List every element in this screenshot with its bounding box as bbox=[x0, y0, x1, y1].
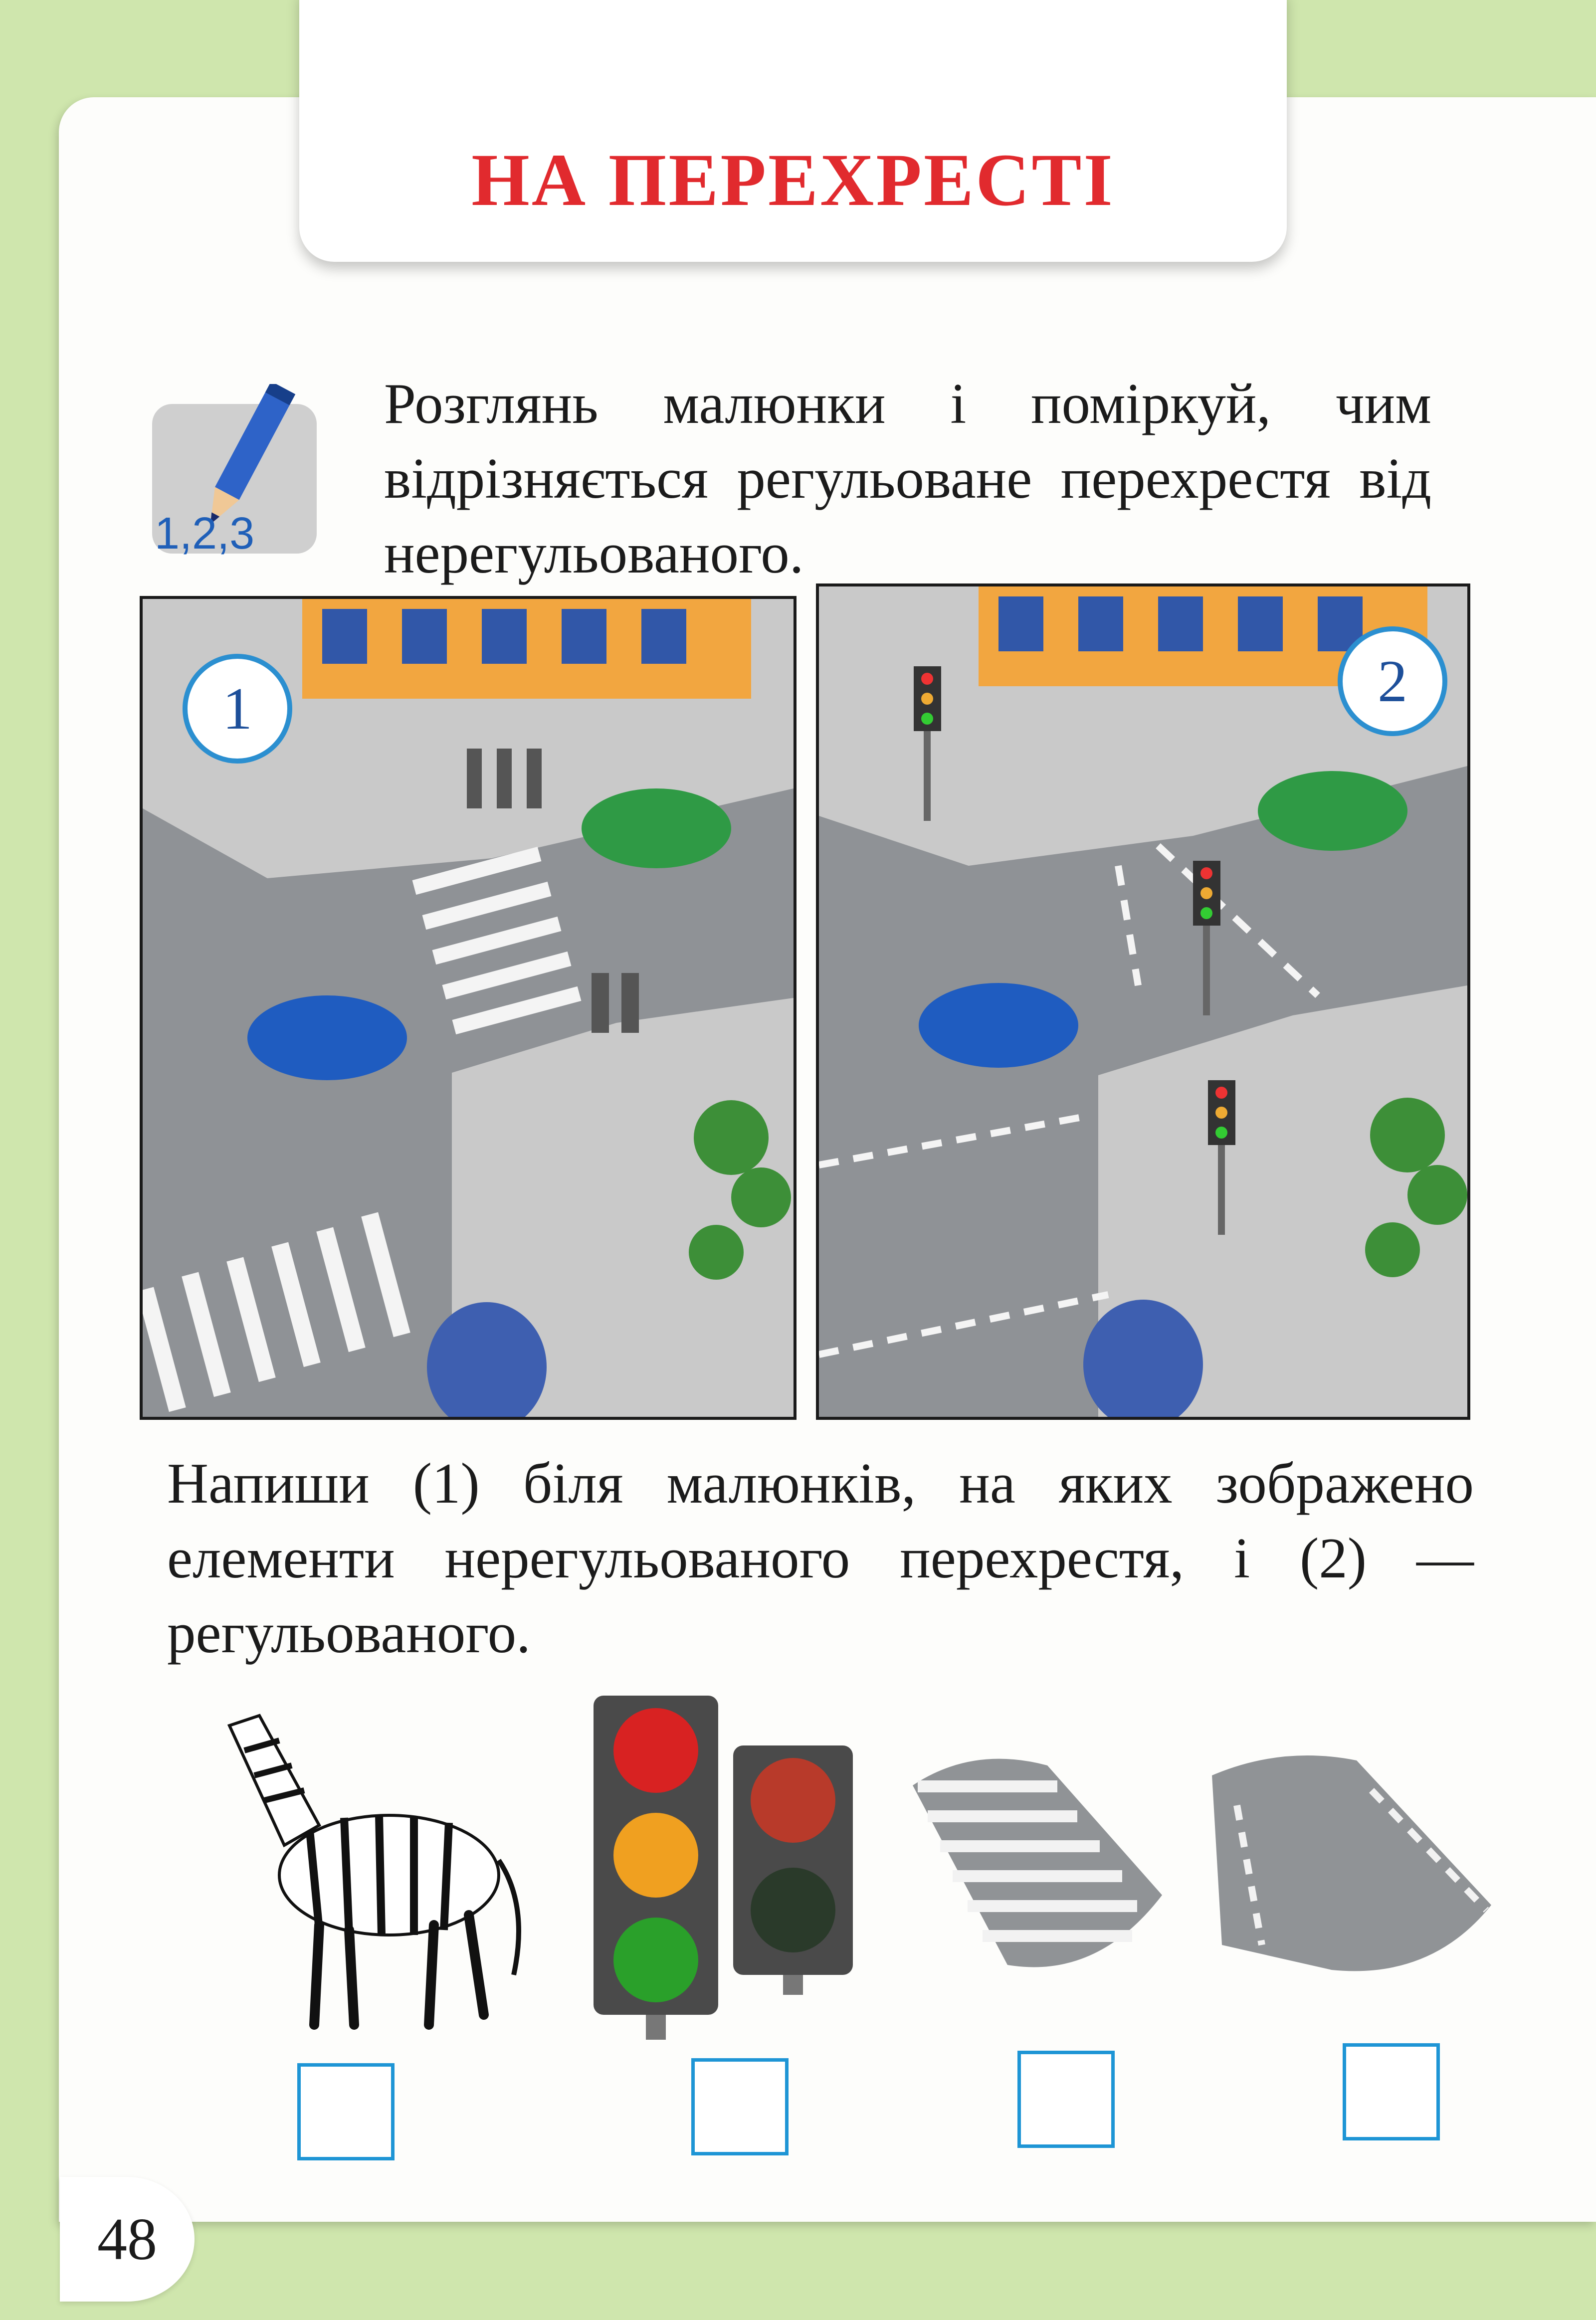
pedestrian-crossing-icon bbox=[898, 1745, 1177, 1980]
answer-box-traffic-lights[interactable] bbox=[691, 2058, 789, 2155]
scene-regulated bbox=[816, 583, 1470, 1420]
zebra-animal-icon bbox=[200, 1696, 539, 2045]
scene-badge-1: 1 bbox=[183, 654, 292, 764]
page-number: 48 bbox=[60, 2177, 195, 2302]
task-text: Розглянь малюнки і поміркуй, чим відрізняється регульоване перехрестя від нерегульованого. bbox=[384, 372, 1431, 585]
scene-unregulated bbox=[140, 596, 797, 1420]
page-title: НА ПЕРЕХРЕСТІ bbox=[471, 139, 1115, 221]
dashed-road-markings-icon bbox=[1207, 1745, 1496, 1980]
task-icon-label: 1,2,3 bbox=[155, 509, 255, 559]
pencil-task-icon bbox=[147, 384, 322, 559]
traffic-lights-icon bbox=[589, 1686, 868, 2045]
scene-badge-2: 2 bbox=[1338, 626, 1447, 736]
answer-box-road-markings[interactable] bbox=[1343, 2043, 1440, 2140]
answer-box-crossing[interactable] bbox=[1017, 2051, 1115, 2148]
instruction-text: Напиши (1) біля малюнків, на яких зображено елементи нерегульованого перехрестя, і (2) — регульованого. bbox=[167, 1452, 1474, 1665]
answer-box-zebra[interactable] bbox=[297, 2063, 395, 2160]
